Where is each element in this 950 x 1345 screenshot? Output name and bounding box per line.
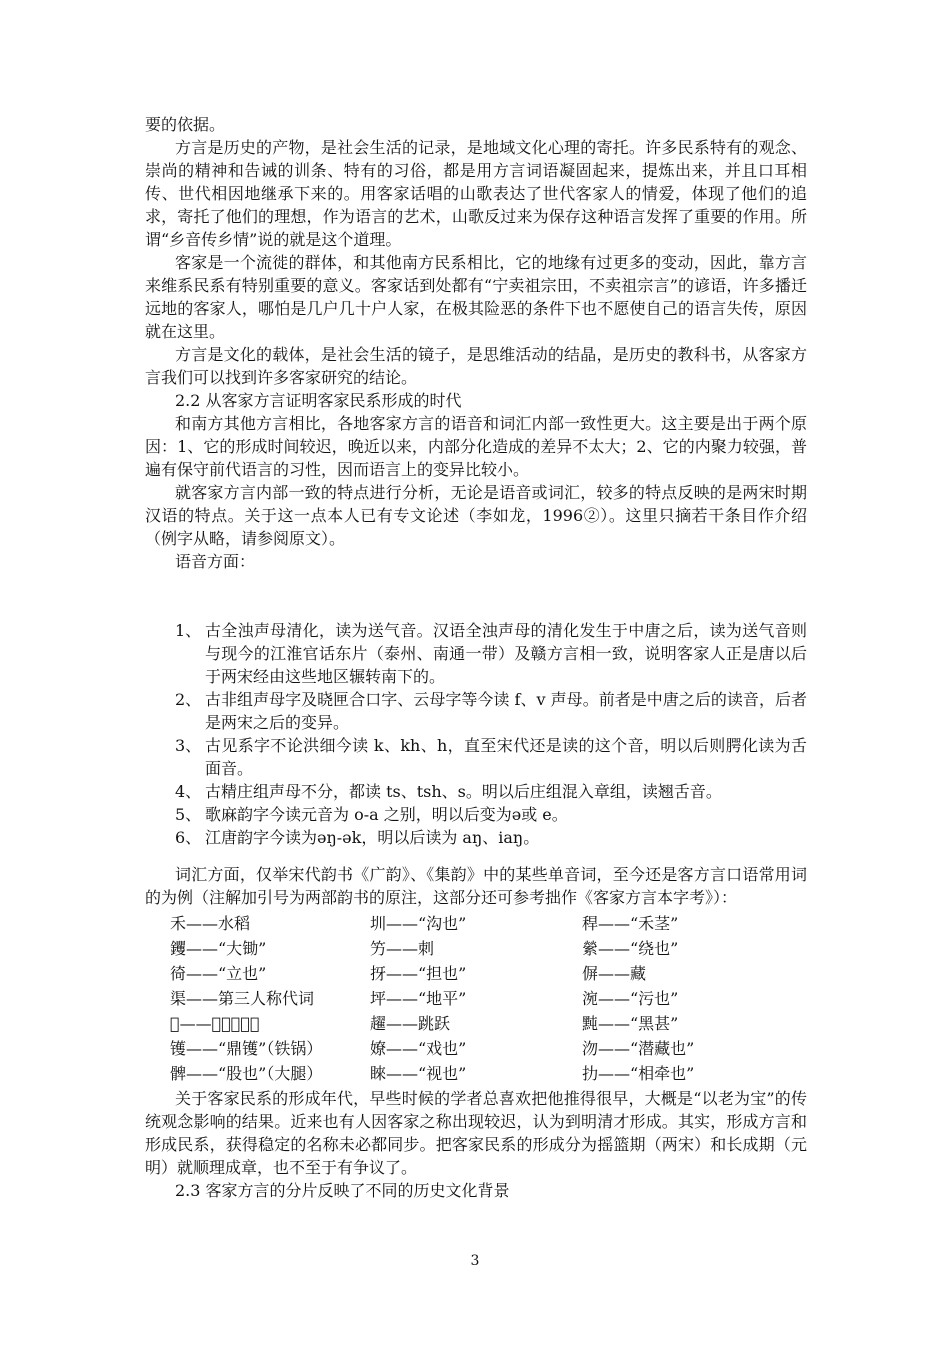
- vocab-entry: 圳——“沟也”: [370, 914, 467, 933]
- vocab-entry: 趯——跳跃: [370, 1014, 451, 1033]
- vocab-entry: 嫽——“戏也”: [370, 1039, 467, 1058]
- vocab-entry: 涴——“污也”: [582, 989, 679, 1008]
- list-item: [175, 734, 807, 780]
- paragraph-vocab-intro: 词汇方面，仅举宋代韵书《广韵》、《集韵》中的某些单音词，至今还是客方言口语常用词的为例（注解加引号为两部韵书的原注，这部分还可参考拙作《客家方言本字考》）：: [145, 865, 807, 907]
- list-item: [175, 780, 807, 803]
- list-item-number: 3、: [175, 736, 202, 755]
- vocab-row: [170, 911, 810, 936]
- list-item-number: 2、: [175, 690, 202, 709]
- paragraph-migration: 客家是一个流徙的群体，和其他南方民系相比，它的地缘有过更多的变动，因此，靠方言来维系民系有特别重要的意义。客家话到处都有“宁卖祖宗田，不卖祖宗言”的谚语，许多播迁远地的客家人，哪怕是几户几十户人家，在极其险恶的条件下也不愿使自己的语言失传，原因就在这里。: [145, 253, 807, 341]
- vocab-row: [170, 961, 810, 986]
- vocab-entry: 镬——“鼎镬”（铁锅）: [170, 1039, 323, 1058]
- text-block-bottom: [145, 1087, 807, 1202]
- vocab-entry: 稈——“禾茎”: [582, 914, 679, 933]
- vocab-row: [170, 1011, 810, 1036]
- list-item-number: 6、: [175, 828, 202, 847]
- list-item-text: 古全浊声母清化，读为送气音。汉语全浊声母的清化发生于中唐之后，读为送气音则与现今的江淮官话东片（泰州、南通一带）及赣方言相一致，说明客家人正是唐以后于两宋经由这些地区辗转南下的。: [205, 621, 807, 686]
- section-heading-2-2: 2.2 从客家方言证明客家民系形成的时代: [175, 391, 462, 410]
- vocab-entry: 睞——“视也”: [370, 1064, 467, 1083]
- vocab-entry: 渠——第三人称代词: [170, 989, 315, 1008]
- vocab-entry: 縈——“绕也”: [582, 939, 679, 958]
- list-item-text: 江唐韵字今读为əŋ-ək，明以后读为 aŋ、iaŋ。: [205, 828, 540, 847]
- vocab-row: [170, 936, 810, 961]
- vocab-entry: 㧎——“担也”: [370, 964, 467, 983]
- paragraph-dialect-history: 方言是历史的产物，是社会生活的记录，是地域文化心理的寄托。许多民系特有的观念、崇尚的精神和告诫的训条、特有的习俗，都是用方言词语凝固起来，提炼出来，并且口耳相传、世代相因地继承下来的。用客家话唱的山歌表达了世代客家人的情爱，体现了他们的追求，寄托了他们的理想，作为语言的艺术，山歌反过来为保存这种语言发挥了重要的作用。所谓“乡音传乡情”说的就是这个道理。: [145, 138, 807, 249]
- phonetics-list: [175, 619, 807, 849]
- list-item-number: 1、: [175, 621, 202, 640]
- list-item-text: 古精庄组声母不分，都读 ts、tsh、s。明以后庄组混入章组，读翘舌音。: [205, 782, 722, 801]
- vocab-row: [170, 1061, 810, 1086]
- vocab-entry: 沕——“潜藏也”: [582, 1039, 695, 1058]
- vocab-entry: 钁——“大锄”: [170, 939, 267, 958]
- paragraph-consistency: 和南方其他方言相比，各地客家方言的语音和词汇内部一致性更大。这主要是出于两个原因：1、它的形成时间较迟，晚近以来，内部分化造成的差异不太大；2、它的内聚力较强，普遍有保守前代语言的习性，因而语言上的变异比较小。: [145, 414, 807, 479]
- vocab-entry: 禾——水稻: [170, 914, 251, 933]
- list-item: [175, 803, 807, 826]
- paragraph-culture-carrier: 方言是文化的载体，是社会生活的镜子，是思维活动的结晶，是历史的教科书，从客家方言我们可以找到许多客家研究的结论。: [145, 345, 807, 387]
- list-item: [175, 688, 807, 734]
- list-item: [175, 619, 807, 688]
- vocab-entry: 扐——“相牵也”: [582, 1064, 695, 1083]
- vocab-entry: 竻——刺: [370, 939, 435, 958]
- list-item-number: 5、: [175, 805, 202, 824]
- vocab-entry: 𨃼——脚𨃼，脚跟: [170, 1014, 260, 1033]
- text-block-top: [145, 113, 807, 573]
- vocab-entry: 髀——“股也”（大腿）: [170, 1064, 323, 1083]
- vocab-entry: 坪——“地平”: [370, 989, 467, 1008]
- list-item: [175, 826, 807, 849]
- vocab-row: [170, 986, 810, 1011]
- vocab-intro-block: [145, 863, 807, 909]
- paragraph-song-features: 就客家方言内部一致的特点进行分析，无论是语音或词汇，较多的特点反映的是两宋时期汉语的特点。关于这一点本人已有专文论述（李如龙，1996②）。这里只摘若干条目作介绍（例字从略，请参阅原文）。: [145, 483, 807, 548]
- list-item-number: 4、: [175, 782, 202, 801]
- list-item-text: 古非组声母字及晓匣合口字、云母字等今读 f、v 声母。前者是中唐之后的读音，后者是两宋之后的变异。: [205, 690, 807, 732]
- vocab-entry: 徛——“立也”: [170, 964, 267, 983]
- paragraph-continuation: 要的依据。: [145, 115, 226, 134]
- phonetics-heading: 语音方面：: [175, 552, 256, 571]
- list-item-text: 古见系字不论洪细今读 k、kh、h，直至宋代还是读的这个音，明以后则腭化读为舌面音。: [205, 736, 807, 778]
- vocab-row: [170, 1036, 810, 1061]
- vocab-entry: 偋——藏: [582, 964, 647, 983]
- vocab-entry: 黗——“黑甚”: [582, 1014, 679, 1033]
- section-heading-2-3: 2.3 客家方言的分片反映了不同的历史文化背景: [175, 1181, 510, 1200]
- list-item-text: 歌麻韵字今读元音为 o-a 之别，明以后变为ə或 e。: [205, 805, 568, 824]
- page-number: 3: [470, 1253, 480, 1269]
- paragraph-formation-era: 关于客家民系的形成年代，早些时候的学者总喜欢把他推得很早，大概是“以老为宝”的传统观念影响的结果。近来也有人因客家之称出现较迟，认为到明清才形成。其实，形成方言和形成民系，获得稳定的名称未必都同步。把客家民系的形成分为摇篮期（两宋）和长成期（元明）就顺理成章，也不至于有争议了。: [145, 1089, 807, 1177]
